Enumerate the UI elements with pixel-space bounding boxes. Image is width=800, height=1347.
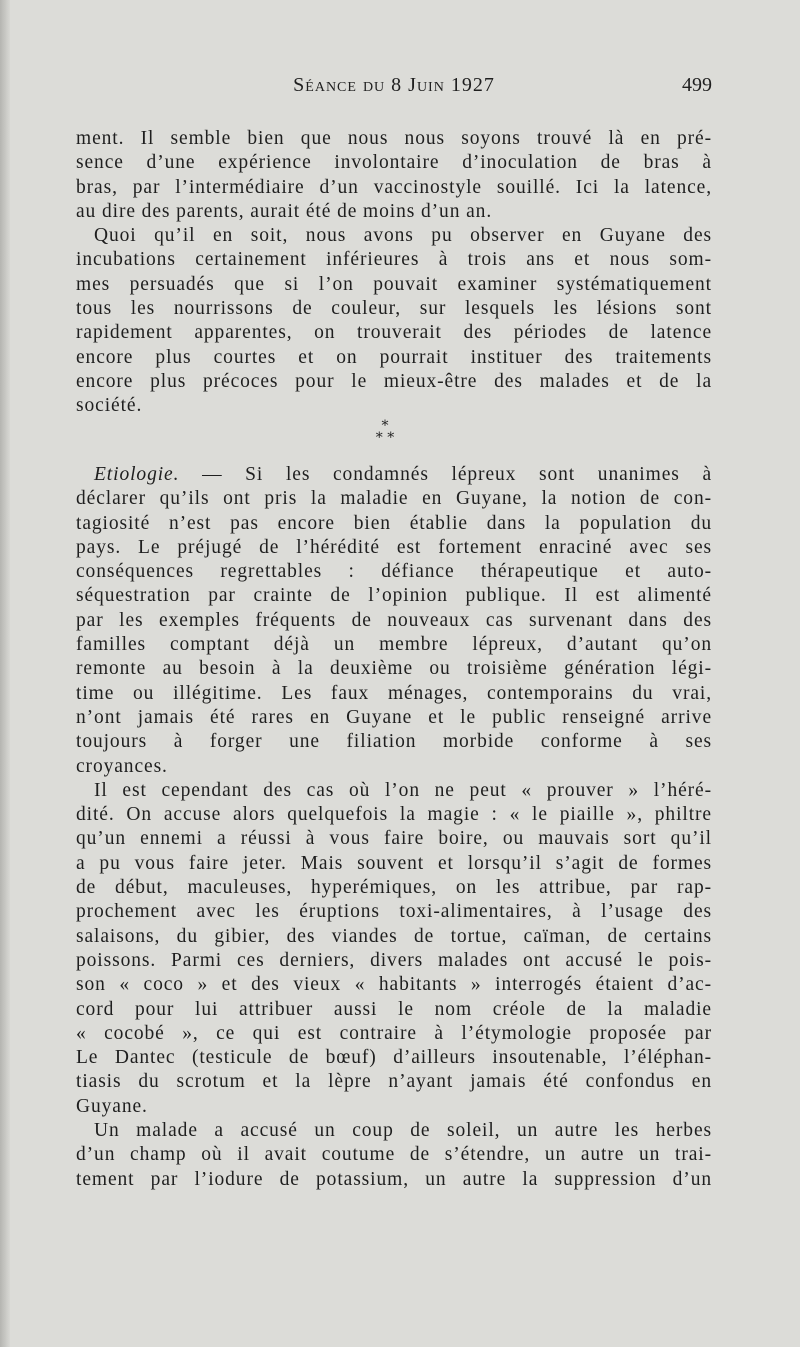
text-line: cord pour lui attribuer aussi le nom créole de la maladie — [76, 998, 712, 1020]
section-label: Etiologie. — [94, 464, 180, 485]
text-line: n’ont jamais été rares en Guyane et le public renseigné arrive — [76, 706, 712, 728]
running-title: Séance du 8 Juin 1927 — [293, 74, 495, 96]
text-line: prochement avec les éruptions toxi-alimentaires, à l’usage des — [76, 901, 712, 923]
text-line: Guyane. — [76, 1095, 148, 1117]
text-line: pays. Le préjugé de l’hérédité est fortement enraciné avec ses — [76, 536, 712, 558]
section-separator — [360, 420, 410, 454]
page-edge — [0, 0, 10, 1347]
text-line: Un malade a accusé un coup de soleil, un autre les herbes — [94, 1120, 712, 1142]
text-line: Il est cependant des cas où l’on ne peut « prouver » l’héré- — [94, 779, 712, 801]
text-line: conséquences regrettables : défiance thérapeutique et auto- — [76, 561, 712, 583]
page-number: 499 — [682, 74, 712, 96]
text-line: toujours à forger une filiation morbide conforme à ses — [76, 731, 712, 753]
text-line: rapidement apparentes, on trouverait des périodes de latence — [76, 322, 712, 344]
text-line: encore plus précoces pour le mieux-être des malades et de la — [76, 370, 712, 392]
text-line: bras, par l’intermédiaire d’un vaccinostyle souillé. Ici la latence, — [76, 176, 712, 198]
text-line: d’un champ où il avait coutume de s’étendre, un autre un trai- — [76, 1144, 712, 1166]
text-line: incubations certainement inférieures à trois ans et nous som- — [76, 249, 712, 271]
text-line: « cocobé », ce qui est contraire à l’étymologie proposée par — [76, 1022, 712, 1044]
text-line: dité. On accuse alors quelquefois la magie : « le piaille », philtre — [76, 804, 712, 826]
text-line-rest: — Si les condamnés lépreux sont unanimes à — [179, 464, 712, 485]
separator-star-top: * — [381, 418, 389, 434]
text-line: tement par l’iodure de potassium, un autre la suppression d’un — [76, 1168, 712, 1190]
text-line: qu’un ennemi a réussi à vous faire boire, ou mauvais sort qu’il — [76, 828, 712, 850]
text-line: ment. Il semble bien que nous nous soyons trouvé là en pré- — [76, 128, 712, 149]
text-line: a pu vous faire jeter. Mais souvent et lorsqu’il s’agit de formes — [76, 852, 712, 874]
text-line: par les exemples fréquents de nouveaux cas survenant dans des — [76, 609, 712, 631]
text-line: Quoi qu’il en soit, nous avons pu observer en Guyane des — [94, 225, 712, 247]
text-line-etiologie — [76, 463, 712, 487]
text-line: sence d’une expérience involontaire d’inoculation de bras à — [76, 152, 712, 174]
text-line: poissons. Parmi ces derniers, divers malades ont accusé le pois- — [76, 949, 712, 971]
text-line: salaisons, du gibier, des viandes de tortue, caïman, de certains — [76, 925, 712, 947]
text-line: société. — [76, 395, 143, 417]
text-line: de début, maculeuses, hyperémiques, on les attribue, par rap- — [76, 877, 712, 899]
text-line: tagiosité n’est pas encore bien établie dans la population du — [76, 512, 712, 534]
text-line: time ou illégitime. Les faux ménages, contemporains du vrai, — [76, 682, 712, 704]
text-line: encore plus courtes et on pourrait instituer des traitements — [76, 346, 712, 368]
text-line: son « coco » et des vieux « habitants » interrogés étaient d’ac- — [76, 974, 712, 996]
running-header — [76, 74, 712, 104]
text-line: croyances. — [76, 755, 168, 777]
text-line: déclarer qu’ils ont pris la maladie en Guyane, la notion de con- — [76, 488, 712, 510]
text-line: familles comptant déjà un membre lépreux, d’autant qu’on — [76, 634, 712, 656]
text-line: tous les nourrissons de couleur, sur lesquels les lésions sont — [76, 298, 712, 320]
text-line: au dire des parents, aurait été de moins d’un an. — [76, 200, 493, 222]
text-line: Le Dantec (testicule de bœuf) d’ailleurs insoutenable, l’éléphan- — [76, 1047, 712, 1069]
text-line: tiasis du scrotum et la lèpre n’ayant jamais été confondus en — [76, 1071, 712, 1093]
separator-star-bottom: * * — [375, 430, 395, 446]
text-line: remonte au besoin à la deuxième ou troisième génération légi- — [76, 658, 712, 680]
paragraph-block-1 — [76, 127, 712, 419]
text-line: séquestration par crainte de l’opinion publique. Il est alimenté — [76, 585, 712, 607]
text-line: mes persuadés que si l’on pouvait examiner systématiquement — [76, 273, 712, 295]
paragraph-block-2 — [76, 463, 712, 1192]
